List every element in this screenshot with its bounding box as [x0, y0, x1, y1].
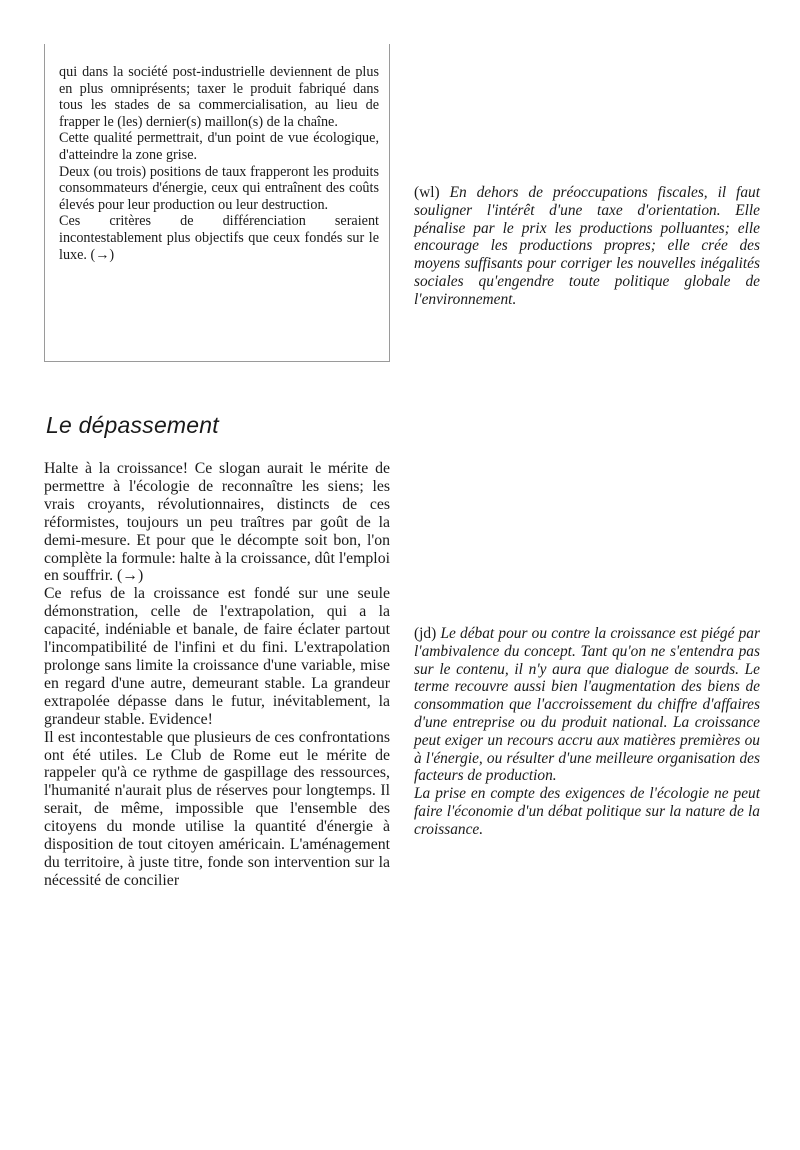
note-jd-tag: (jd)	[414, 625, 437, 642]
box-paragraph: qui dans la société post-industrielle deviennent de plus en plus omniprésents; taxer le produit fabriqué dans tous les stades de sa commercialisation, au lieu de frapper le (les) dernier(s) maillon(s) de la chaîne.	[59, 64, 379, 130]
margin-note-wl	[414, 184, 760, 309]
note-jd-body-2: La prise en compte des exigences de l'écologie ne peut faire l'économie d'un débat politique sur la nature de la croissance.	[414, 785, 760, 838]
body-paragraph: Il est incontestable que plusieurs de ces confrontations ont été utiles. Le Club de Rome eut le mérite de rappeler qu'à ce rythme de gaspillage des ressources, l'humanité n'aurait plus de réserves pour longtemps. Il serait, de même, impossible que l'ensemble des citoyens du monde utilise la quantité d'énergie à disposition de tout citoyen américain. L'aménagement du territoire, à juste titre, fonde son intervention sur la nécessité de concilier	[44, 728, 390, 889]
box-paragraph: Cette qualité permettrait, d'un point de vue écologique, d'atteindre la zone grise.	[59, 130, 379, 163]
body-paragraph: Ce refus de la croissance est fondé sur une seule démonstration, celle de l'extrapolation, qui a la capacité, indéniable et banale, de faire éclater partout l'incompatibilité de l'infini et du fini. L'extrapolation prolonge sans limite la croissance d'une variable, mise en regard d'une autre, demeurant stable. La grandeur extrapolée dépasse dans le futur, inévitablement, la grandeur stable. Evidence!	[44, 585, 390, 728]
margin-note-jd	[414, 625, 760, 839]
box-paragraph: Deux (ou trois) positions de taux frapperont les produits consommateurs d'énergie, ceux qui entraînent des coûts élevés pour leur production ou leur destruction.	[59, 163, 379, 213]
note-jd-text	[414, 625, 760, 785]
section-title: Le dépassement	[46, 412, 219, 438]
box-paragraph: Ces critères de différenciation seraient incontestablement plus objectifs que ceux fondés sur le luxe. (→)	[59, 213, 379, 263]
note-wl-text	[414, 184, 760, 309]
note-jd-text-2	[414, 785, 760, 838]
boxed-text-frame	[44, 44, 390, 362]
main-body-column	[44, 460, 390, 890]
note-wl-body: En dehors de préoccupations fiscales, il faut souligner l'intérêt d'une taxe d'orientation. Elle pénalise par le prix les productions polluantes; elle encourage les productions propres; elle crée des moyens suffisants pour corriger les nouvelles inégalités sociales qu'engendre toute politique globale de l'environnement.	[414, 184, 760, 308]
note-wl-tag: (wl)	[414, 184, 440, 201]
body-paragraph: Halte à la croissance! Ce slogan aurait le mérite de permettre à l'écologie de reconnaître les siens; les vrais croyants, révolutionnaires, distincts de ces réformistes, toujours un peu traîtres par goût de la demi-mesure. Et pour que le décompte soit bon, l'on complète la formule: halte à la croissance, dût l'emploi en souffrir. (→)	[44, 460, 390, 585]
note-jd-body: Le débat pour ou contre la croissance est piégé par l'ambivalence du concept. Tant qu'on ne s'entendra pas sur le contenu, il n'y aura que dialogue de sourds. Le terme recouvre aussi bien l'augmentation des biens de consommation que l'accroissement du chiffre d'affaires d'une entreprise ou du produit national. La croissance peut exiger un recours accru aux matières premières ou à l'énergie, ou résulter d'une meilleure organisation des facteurs de production.	[414, 625, 760, 785]
